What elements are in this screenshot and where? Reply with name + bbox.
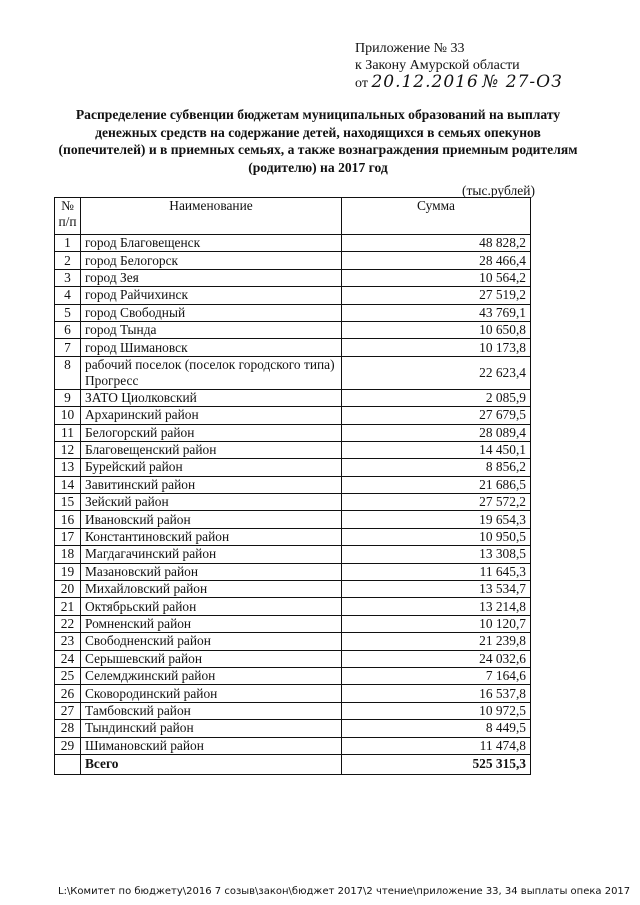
row-name: Мазановский район bbox=[81, 563, 342, 580]
row-sum: 27 572,2 bbox=[342, 494, 531, 511]
row-name: Октябрьский район bbox=[81, 598, 342, 615]
row-number: 29 bbox=[55, 737, 81, 754]
table-row bbox=[55, 511, 531, 528]
table-row bbox=[55, 581, 531, 598]
header-sum: Сумма bbox=[342, 198, 531, 235]
row-number: 17 bbox=[55, 528, 81, 545]
table-row bbox=[55, 650, 531, 667]
appendix-date-line bbox=[355, 74, 563, 92]
table-row bbox=[55, 441, 531, 458]
table-row bbox=[55, 407, 531, 424]
row-name: город Зея bbox=[81, 269, 342, 286]
row-name: Зейский район bbox=[81, 494, 342, 511]
row-number: 22 bbox=[55, 615, 81, 632]
table-row bbox=[55, 459, 531, 476]
row-number: 7 bbox=[55, 339, 81, 356]
row-number: 13 bbox=[55, 459, 81, 476]
table-row bbox=[55, 528, 531, 545]
row-number: 11 bbox=[55, 424, 81, 441]
row-name: Сковородинский район bbox=[81, 685, 342, 702]
row-name: Благовещенский район bbox=[81, 441, 342, 458]
row-sum: 10 650,8 bbox=[342, 321, 531, 338]
table-row bbox=[55, 685, 531, 702]
row-name: Свободненский район bbox=[81, 633, 342, 650]
row-number: 2 bbox=[55, 252, 81, 269]
row-sum: 21 239,8 bbox=[342, 633, 531, 650]
row-sum: 22 623,4 bbox=[342, 356, 531, 389]
row-name: Тамбовский район bbox=[81, 702, 342, 719]
file-path-footer: L:\Комитет по бюджету\2016 7 созыв\закон\бюджет 2017\2 чтение\приложение 33, 34 выплаты опека 2017 bbox=[58, 886, 631, 897]
table-row bbox=[55, 269, 531, 286]
row-number: 10 bbox=[55, 407, 81, 424]
row-name: Ромненский район bbox=[81, 615, 342, 632]
table-row bbox=[55, 563, 531, 580]
row-name: Михайловский район bbox=[81, 581, 342, 598]
row-name: Архаринский район bbox=[81, 407, 342, 424]
row-sum: 48 828,2 bbox=[342, 235, 531, 252]
total-row bbox=[55, 754, 531, 774]
total-sum: 525 315,3 bbox=[342, 754, 531, 774]
row-name: город Шимановск bbox=[81, 339, 342, 356]
row-number: 12 bbox=[55, 441, 81, 458]
row-sum: 7 164,6 bbox=[342, 667, 531, 684]
table-row bbox=[55, 321, 531, 338]
table-row bbox=[55, 476, 531, 493]
row-number: 16 bbox=[55, 511, 81, 528]
row-name: Завитинский район bbox=[81, 476, 342, 493]
row-name: Магдагачинский район bbox=[81, 546, 342, 563]
row-name: город Благовещенск bbox=[81, 235, 342, 252]
row-sum: 11 474,8 bbox=[342, 737, 531, 754]
row-sum: 8 856,2 bbox=[342, 459, 531, 476]
table-row bbox=[55, 287, 531, 304]
appendix-law-ref: к Закону Амурской области bbox=[355, 58, 520, 73]
row-name: город Райчихинск bbox=[81, 287, 342, 304]
row-number: 15 bbox=[55, 494, 81, 511]
total-num-cell bbox=[55, 754, 81, 774]
row-number: 6 bbox=[55, 321, 81, 338]
row-sum: 10 173,8 bbox=[342, 339, 531, 356]
row-sum: 8 449,5 bbox=[342, 720, 531, 737]
row-name: рабочий поселок (поселок городского типа) Прогресс bbox=[81, 356, 342, 389]
row-name: Ивановский район bbox=[81, 511, 342, 528]
date-prefix: от bbox=[355, 76, 368, 91]
row-number: 14 bbox=[55, 476, 81, 493]
document-title: Распределение субвенции бюджетам муниципальных образований на выплату денежных средств на содержание детей, находящихся в семьях опекунов (попечителей) и в приемных семьях, а также вознаграждения приемным родителям (родителю) на 2017 год bbox=[58, 107, 578, 175]
handwritten-date: 20.12.2016 bbox=[371, 72, 479, 92]
row-number: 9 bbox=[55, 389, 81, 406]
row-number: 21 bbox=[55, 598, 81, 615]
table-row bbox=[55, 235, 531, 252]
handwritten-law-number: № 27-ОЗ bbox=[482, 72, 563, 92]
row-sum: 19 654,3 bbox=[342, 511, 531, 528]
row-sum: 13 308,5 bbox=[342, 546, 531, 563]
row-name: Бурейский район bbox=[81, 459, 342, 476]
row-number: 28 bbox=[55, 720, 81, 737]
row-sum: 2 085,9 bbox=[342, 389, 531, 406]
row-sum: 14 450,1 bbox=[342, 441, 531, 458]
table-row bbox=[55, 339, 531, 356]
table-row bbox=[55, 546, 531, 563]
table-header-row bbox=[55, 198, 531, 235]
row-name: город Тында bbox=[81, 321, 342, 338]
table-row bbox=[55, 720, 531, 737]
row-sum: 28 466,4 bbox=[342, 252, 531, 269]
table-row bbox=[55, 389, 531, 406]
row-sum: 21 686,5 bbox=[342, 476, 531, 493]
row-number: 25 bbox=[55, 667, 81, 684]
row-number: 26 bbox=[55, 685, 81, 702]
row-number: 27 bbox=[55, 702, 81, 719]
row-sum: 28 089,4 bbox=[342, 424, 531, 441]
row-sum: 10 950,5 bbox=[342, 528, 531, 545]
row-name: Шимановский район bbox=[81, 737, 342, 754]
table-row bbox=[55, 424, 531, 441]
row-name: Селемджинский район bbox=[81, 667, 342, 684]
table-row bbox=[55, 737, 531, 754]
row-name: город Свободный bbox=[81, 304, 342, 321]
table-row bbox=[55, 304, 531, 321]
row-number: 3 bbox=[55, 269, 81, 286]
row-sum: 27 679,5 bbox=[342, 407, 531, 424]
row-name: Тындинский район bbox=[81, 720, 342, 737]
row-number: 1 bbox=[55, 235, 81, 252]
row-number: 5 bbox=[55, 304, 81, 321]
row-sum: 16 537,8 bbox=[342, 685, 531, 702]
subsidy-table bbox=[54, 197, 531, 775]
row-number: 19 bbox=[55, 563, 81, 580]
table-row bbox=[55, 356, 531, 389]
row-name: город Белогорск bbox=[81, 252, 342, 269]
row-sum: 13 534,7 bbox=[342, 581, 531, 598]
row-number: 18 bbox=[55, 546, 81, 563]
table-row bbox=[55, 598, 531, 615]
header-name: Наименование bbox=[81, 198, 342, 235]
table-row bbox=[55, 667, 531, 684]
table-body bbox=[55, 235, 531, 755]
row-sum: 43 769,1 bbox=[342, 304, 531, 321]
total-label: Всего bbox=[81, 754, 342, 774]
table-row bbox=[55, 494, 531, 511]
table-row bbox=[55, 702, 531, 719]
appendix-header bbox=[355, 40, 563, 92]
row-number: 20 bbox=[55, 581, 81, 598]
row-name: Белогорский район bbox=[81, 424, 342, 441]
table-row bbox=[55, 252, 531, 269]
appendix-number: Приложение № 33 bbox=[355, 41, 465, 56]
row-sum: 10 120,7 bbox=[342, 615, 531, 632]
row-number: 8 bbox=[55, 356, 81, 389]
row-sum: 10 972,5 bbox=[342, 702, 531, 719]
row-name: Серышевский район bbox=[81, 650, 342, 667]
row-sum: 13 214,8 bbox=[342, 598, 531, 615]
unit-label: (тыс.рублей) bbox=[462, 183, 535, 198]
row-name: Константиновский район bbox=[81, 528, 342, 545]
table-row bbox=[55, 615, 531, 632]
row-number: 4 bbox=[55, 287, 81, 304]
row-sum: 11 645,3 bbox=[342, 563, 531, 580]
row-sum: 27 519,2 bbox=[342, 287, 531, 304]
row-sum: 24 032,6 bbox=[342, 650, 531, 667]
table-row bbox=[55, 633, 531, 650]
header-number: № п/п bbox=[55, 198, 81, 235]
row-number: 23 bbox=[55, 633, 81, 650]
row-number: 24 bbox=[55, 650, 81, 667]
row-name: ЗАТО Циолковский bbox=[81, 389, 342, 406]
row-sum: 10 564,2 bbox=[342, 269, 531, 286]
